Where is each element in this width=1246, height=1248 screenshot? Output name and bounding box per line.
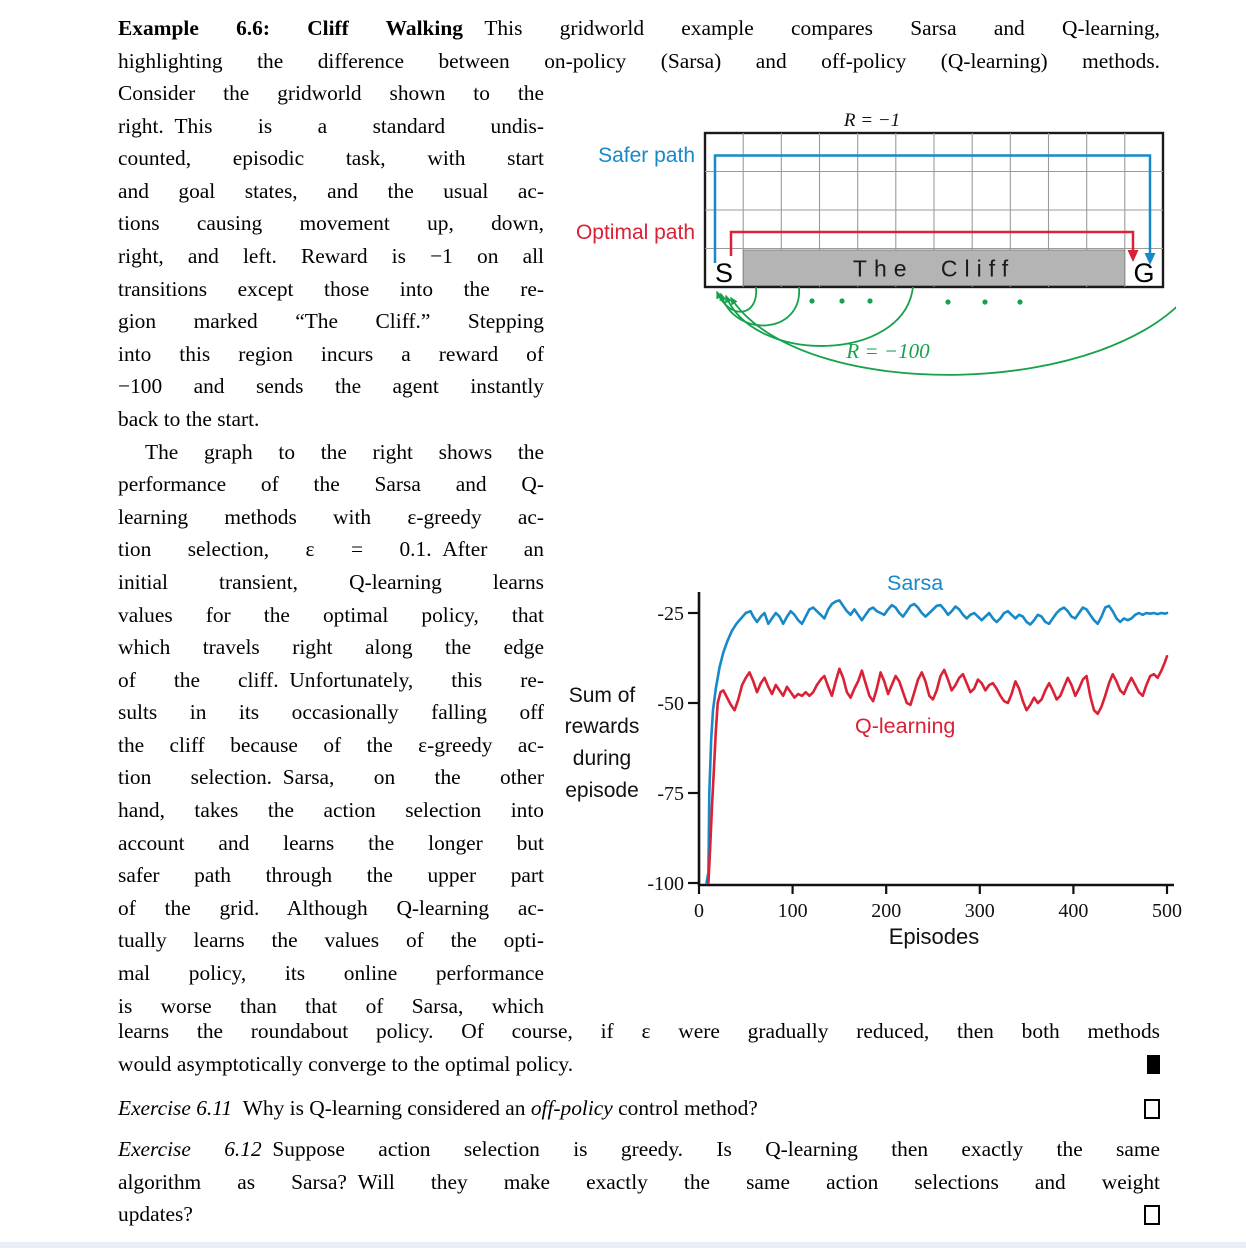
- text-span: the cliff because of the ε-greedy ac-: [118, 732, 544, 757]
- y-tick-label: -75: [657, 783, 684, 805]
- text-line: [118, 175, 544, 208]
- text-span: learning methods with ε-greedy ac-: [118, 504, 544, 529]
- text-line: [118, 566, 544, 599]
- text-line: [118, 1166, 1160, 1199]
- cliff-walking-gridworld-figure: [556, 105, 1176, 397]
- y-axis-label: [565, 684, 640, 802]
- x-tick-label: 0: [694, 900, 704, 922]
- text-line: [118, 729, 544, 762]
- text-line: [118, 957, 544, 990]
- text-span: would asymptotically converge to the optimal policy.: [118, 1051, 574, 1076]
- text-line: [118, 273, 544, 306]
- bold-text: Example 6.6: Cliff Walking: [118, 16, 463, 40]
- exercise-6-11: [118, 1092, 1160, 1125]
- text-span: This gridworld example compares Sarsa and Q-learning,: [462, 16, 1160, 40]
- exercise-6-12: [118, 1133, 1160, 1231]
- y-tick-label: -100: [647, 873, 684, 895]
- text-line: [118, 338, 544, 371]
- text-line: [118, 892, 544, 925]
- sarsa-line: [707, 600, 1168, 883]
- text-line: [118, 45, 1160, 78]
- gridworld-svg: [556, 105, 1176, 397]
- left-text-column: [118, 77, 544, 1022]
- text-span: counted, episodic task, with start: [118, 146, 544, 171]
- text-span: Consider the gridworld shown to the: [118, 81, 544, 105]
- optimal-path-label: Optimal path: [575, 221, 695, 244]
- text-span: tion selection. Sarsa, on the other: [118, 765, 544, 790]
- text-line: [118, 110, 544, 143]
- text-line: [118, 859, 544, 892]
- italic-text: Exercise 6.11: [118, 1096, 233, 1120]
- cliff-label: The Cliff: [852, 255, 1016, 282]
- safer-path-label: Safer path: [598, 144, 695, 167]
- text-span: safer path through the upper part: [118, 863, 544, 888]
- page-bottom-edge: [0, 1242, 1246, 1248]
- italic-text: Exercise 6.12: [118, 1137, 262, 1161]
- paragraph-gridworld-description: [118, 77, 544, 436]
- text-span: of the cliff. Unfortunately, this re-: [118, 667, 544, 692]
- text-span: back to the start.: [118, 406, 260, 431]
- chart-series-lines: [707, 600, 1168, 883]
- paragraph-conclusion: [118, 1015, 1160, 1080]
- text-span: account and learns the longer but: [118, 830, 544, 855]
- text-line: [118, 77, 544, 110]
- text-line: [118, 631, 544, 664]
- text-line: [118, 696, 544, 729]
- text-span: tion selection, ε = 0.1. After an: [118, 537, 544, 562]
- text-line: [118, 924, 544, 957]
- text-span: Why is Q-learning considered an: [232, 1096, 531, 1120]
- chart-axes: [699, 592, 1174, 885]
- exercise-open-square: [1144, 1205, 1160, 1225]
- example-heading-paragraph: [118, 12, 1160, 77]
- text-line: [118, 1198, 1160, 1231]
- text-line: [118, 370, 544, 403]
- text-span: sults in its occasionally falling off: [118, 700, 544, 725]
- text-line: [118, 305, 544, 338]
- text-line: [118, 468, 544, 501]
- x-axis-label: Episodes: [888, 924, 980, 949]
- text-line: [118, 1048, 1160, 1081]
- performance-chart-figure: [545, 560, 1195, 962]
- text-span: algorithm as Sarsa? Will they make exactly the same action selections and weight: [118, 1169, 1160, 1194]
- text-span: performance of the Sarsa and Q-: [118, 472, 544, 497]
- text-line: [118, 12, 1160, 45]
- cliff-fall-arcs: [717, 285, 1176, 375]
- text-line: [118, 827, 544, 860]
- text-span: into this region incurs a reward of: [118, 341, 544, 366]
- text-line: [118, 794, 544, 827]
- text-span: values for the optimal policy, that: [118, 602, 544, 627]
- y-tick-label: -50: [657, 693, 684, 715]
- text-span: updates?: [118, 1202, 193, 1227]
- text-line: [118, 403, 544, 436]
- text-span: tions causing movement up, down,: [118, 211, 544, 236]
- x-tick-label: 500: [1152, 900, 1182, 922]
- svg-text:episode: episode: [565, 779, 639, 802]
- text-span: and goal states, and the usual ac-: [118, 178, 544, 203]
- qed-filled-square: [1147, 1055, 1160, 1074]
- x-tick-label: 400: [1058, 900, 1089, 922]
- italic-text: off-policy: [530, 1096, 613, 1120]
- x-tick-label: 100: [777, 900, 808, 922]
- chart-svg: [545, 560, 1195, 962]
- x-tick-label: 200: [871, 900, 902, 922]
- two-column-region: [118, 77, 1182, 1018]
- text-line: [118, 1133, 1160, 1166]
- text-line: [118, 761, 544, 794]
- sarsa-series-label: Sarsa: [887, 571, 944, 595]
- text-span: hand, takes the action selection into: [118, 798, 544, 823]
- text-span: The graph to the right shows the: [145, 439, 544, 464]
- start-state-label: S: [714, 258, 734, 288]
- text-span: gion marked “The Cliff.” Stepping: [118, 309, 544, 334]
- text-line: [118, 207, 544, 240]
- paragraph-graph-description: [118, 436, 544, 1023]
- text-line: [118, 664, 544, 697]
- text-span: highlighting the difference between on-policy (Sarsa) and off-policy (Q-learning) methods.: [118, 48, 1160, 73]
- text-span: initial transient, Q-learning learns: [118, 569, 544, 594]
- text-line: [118, 1015, 1160, 1048]
- text-span: control method?: [612, 1096, 758, 1120]
- cliff-ellipsis-dots: [809, 298, 1022, 304]
- svg-text:Sum of: Sum of: [568, 684, 636, 707]
- svg-text:during: during: [572, 747, 632, 770]
- reward-minus-one-label: R = −1: [843, 110, 901, 131]
- text-span: −100 and sends the agent instantly: [118, 374, 544, 399]
- exercise-open-square: [1144, 1099, 1160, 1119]
- reward-minus-100-label: R = −100: [846, 339, 930, 363]
- text-span: is worse than that of Sarsa, which: [118, 993, 544, 1018]
- text-line: [118, 599, 544, 632]
- text-span: mal policy, its online performance: [118, 961, 544, 986]
- q-learning-line: [708, 656, 1167, 883]
- text-span: tually learns the values of the opti-: [118, 928, 544, 953]
- text-line: [118, 436, 544, 469]
- y-tick-label: -25: [657, 603, 684, 625]
- x-tick-label: 300: [964, 900, 995, 922]
- text-line: [118, 501, 544, 534]
- q-learning-series-label: Q-learning: [855, 714, 956, 738]
- text-span: which travels right along the edge: [118, 635, 544, 660]
- text-span: right, and left. Reward is −1 on all: [118, 243, 544, 268]
- text-line: [118, 1092, 1160, 1125]
- text-line: [118, 142, 544, 175]
- text-span: transitions except those into the re-: [118, 276, 544, 301]
- chart-ticks: [647, 603, 1182, 922]
- text-line: [118, 240, 544, 273]
- text-span: of the grid. Although Q-learning ac-: [118, 895, 544, 920]
- goal-state-label: G: [1133, 258, 1155, 288]
- text-span: learns the roundabout policy. Of course, if ε were gradually reduced, then both methods: [118, 1019, 1160, 1043]
- text-line: [118, 533, 544, 566]
- text-span: right. This is a standard undis-: [118, 113, 544, 138]
- text-span: Suppose action selection is greedy. Is Q-learning then exactly the same: [261, 1137, 1161, 1161]
- svg-text:rewards: rewards: [564, 715, 640, 738]
